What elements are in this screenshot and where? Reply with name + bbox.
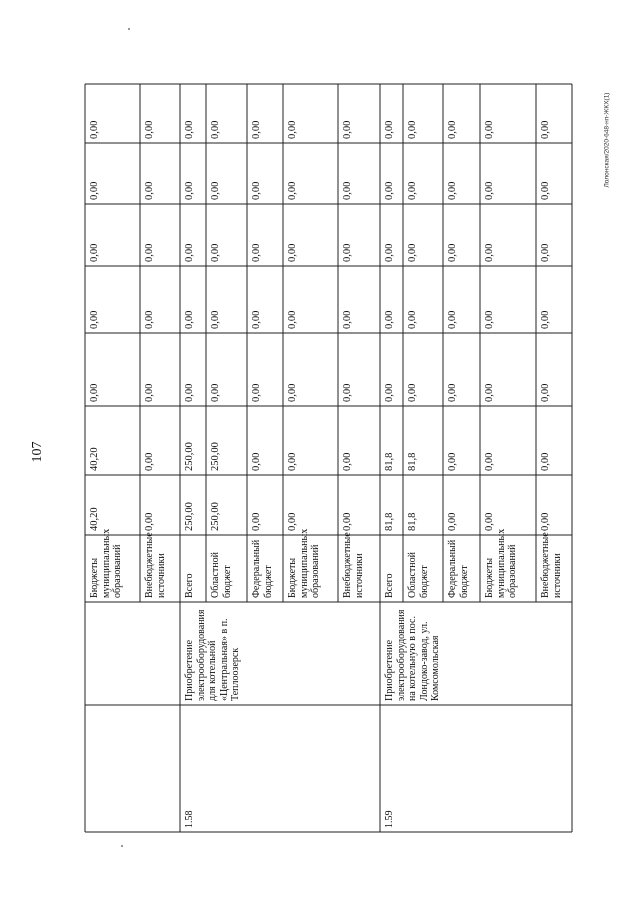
amount-cell-text: 0,00 [144, 452, 155, 471]
amount-cell [403, 84, 443, 143]
amount-cell-text: 0,00 [144, 120, 155, 139]
amount-cell-text: 81,8 [384, 452, 395, 471]
amount-cell-text: 0,00 [540, 310, 551, 329]
amount-cell-text: 0,00 [210, 383, 221, 402]
funding-source-cell [480, 528, 536, 602]
amount-cell-text: 0,00 [484, 512, 495, 531]
amount-cell [206, 475, 247, 535]
amount-cell-text: 0,00 [447, 383, 458, 402]
amount-cell-text: 0,00 [447, 512, 458, 531]
amount-cell [380, 84, 403, 143]
scan-speck [121, 845, 123, 847]
amount-cell [403, 475, 443, 535]
amount-cell-text: 0,00 [251, 452, 262, 471]
item-code-cell [380, 705, 572, 832]
item-name-cell [180, 602, 380, 705]
amount-cell-text: 0,00 [184, 181, 195, 200]
funding-source-cell-text: Областной бюджет [210, 551, 233, 598]
amount-cell [403, 333, 443, 406]
amount-cell-text: 0,00 [342, 243, 353, 262]
amount-cell-text: 0,00 [251, 181, 262, 200]
funding-source-cell-text: Внебюджетные источники [540, 532, 563, 598]
funding-source-cell-text: Бюджеты муниципальных образований [287, 528, 321, 598]
amount-cell-text: 0,00 [407, 243, 418, 262]
funding-source-cell [180, 535, 206, 602]
amount-cell [85, 266, 140, 333]
amount-cell-text: 0,00 [484, 310, 495, 329]
amount-cell [180, 266, 206, 333]
amount-cell-text: 0,00 [540, 452, 551, 471]
amount-cell [338, 266, 380, 333]
amount-cell-text: 0,00 [144, 383, 155, 402]
amount-cell-text: 0,00 [447, 310, 458, 329]
amount-cell-text: 0,00 [447, 452, 458, 471]
amount-cell-text: 0,00 [342, 452, 353, 471]
amount-cell [85, 84, 140, 143]
amount-cell [140, 84, 180, 143]
amount-cell-text: 0,00 [540, 383, 551, 402]
amount-cell-text: 0,00 [384, 243, 395, 262]
amount-cell [443, 143, 480, 204]
amount-cell [380, 333, 403, 406]
amount-cell-text: 0,00 [484, 383, 495, 402]
amount-cell-text: 0,00 [184, 310, 195, 329]
item-name-cell [380, 602, 572, 705]
amount-cell-text: 0,00 [384, 120, 395, 139]
amount-cell [338, 475, 380, 535]
funding-source-cell [403, 535, 443, 602]
amount-cell [85, 475, 140, 535]
amount-cell [403, 204, 443, 266]
amount-cell [443, 266, 480, 333]
amount-cell-text: 0,00 [251, 310, 262, 329]
amount-cell [180, 84, 206, 143]
amount-cell-text: 0,00 [184, 120, 195, 139]
amount-cell-text: 0,00 [407, 181, 418, 200]
amount-cell [206, 143, 247, 204]
amount-cell-text: 0,00 [407, 310, 418, 329]
amount-cell [338, 143, 380, 204]
amount-cell [443, 84, 480, 143]
funding-source-cell-text: Бюджеты муниципальных образований [89, 528, 123, 598]
amount-cell-text: 40,20 [89, 507, 100, 531]
amount-cell-text: 0,00 [287, 512, 298, 531]
amount-cell [338, 204, 380, 266]
funding-source-cell [443, 535, 480, 602]
amount-cell [480, 204, 536, 266]
amount-cell [536, 143, 572, 204]
amount-cell-text: 0,00 [540, 243, 551, 262]
amount-cell [480, 143, 536, 204]
amount-cell [247, 333, 283, 406]
funding-source-cell [140, 532, 180, 602]
amount-cell-text: 0,00 [342, 383, 353, 402]
funding-source-cell-text: Внебюджетные источники [144, 532, 167, 598]
amount-cell [140, 143, 180, 204]
amount-cell-text: 0,00 [251, 243, 262, 262]
amount-cell-text: 0,00 [342, 120, 353, 139]
amount-cell [140, 475, 180, 535]
amount-cell [247, 475, 283, 535]
amount-cell-text: 0,00 [447, 120, 458, 139]
amount-cell-text: 250,00 [184, 442, 195, 471]
item-code-cell [180, 705, 380, 832]
amount-cell-text: 0,00 [210, 243, 221, 262]
amount-cell [206, 84, 247, 143]
amount-cell-text: 0,00 [342, 310, 353, 329]
amount-cell-text: 0,00 [287, 310, 298, 329]
amount-cell [180, 143, 206, 204]
amount-cell [403, 406, 443, 475]
amount-cell [536, 266, 572, 333]
amount-cell-text: 0,00 [540, 512, 551, 531]
amount-cell [380, 406, 403, 475]
amount-cell-text: 0,00 [484, 243, 495, 262]
amount-cell [480, 266, 536, 333]
funding-source-cell-text: Всего [184, 573, 195, 598]
amount-cell [443, 475, 480, 535]
item-code-cell-text: 1.58 [184, 810, 195, 828]
funding-source-cell-text: Федеральный бюджет [447, 539, 470, 598]
amount-cell-text: 0,00 [144, 181, 155, 200]
amount-cell [283, 204, 338, 266]
amount-cell [206, 333, 247, 406]
amount-cell [480, 406, 536, 475]
amount-cell [403, 266, 443, 333]
funding-source-cell-text: Областной бюджет [407, 551, 430, 598]
amount-cell [140, 333, 180, 406]
amount-cell [480, 475, 536, 535]
amount-cell-text: 0,00 [210, 181, 221, 200]
item-code-cell-text: 1.59 [384, 810, 395, 828]
amount-cell [247, 204, 283, 266]
document-reference-note: Лолонская/2020-648-нп-ЖКХ(1) [603, 92, 611, 188]
amount-cell-text: 0,00 [144, 310, 155, 329]
amount-cell [380, 204, 403, 266]
amount-cell-text: 0,00 [447, 243, 458, 262]
amount-cell-text: 0,00 [384, 181, 395, 200]
funding-source-cell-text: Бюджеты муниципальных образований [484, 528, 518, 598]
amount-cell [380, 475, 403, 535]
amount-cell [443, 406, 480, 475]
amount-cell [247, 266, 283, 333]
amount-cell-text: 0,00 [287, 383, 298, 402]
page-number: 107 [30, 441, 45, 463]
amount-cell-text: 0,00 [210, 310, 221, 329]
amount-cell-text: 0,00 [184, 383, 195, 402]
amount-cell-text: 0,00 [540, 181, 551, 200]
scan-speck [128, 28, 130, 30]
amount-cell-text: 0,00 [342, 512, 353, 531]
amount-cell-text: 0,00 [144, 512, 155, 531]
funding-source-cell [536, 532, 572, 602]
funding-source-cell-text: Федеральный бюджет [251, 539, 274, 598]
amount-cell [206, 204, 247, 266]
amount-cell [443, 333, 480, 406]
amount-cell [180, 406, 206, 475]
amount-cell-text: 0,00 [89, 310, 100, 329]
amount-cell-text: 0,00 [447, 181, 458, 200]
amount-cell-text: 81,8 [407, 512, 418, 531]
amount-cell [247, 143, 283, 204]
amount-cell-text: 0,00 [287, 181, 298, 200]
item-name-cell-text: Приобретение электрооборудования на котельную в пос. Лондоко-завод, ул. Комсомольская [384, 609, 441, 701]
funding-source-cell [247, 535, 283, 602]
amount-cell-text: 0,00 [484, 120, 495, 139]
amount-cell-text: 81,8 [407, 452, 418, 471]
amount-cell-text: 0,00 [251, 512, 262, 531]
amount-cell-text: 250,00 [210, 502, 221, 531]
amount-cell [206, 406, 247, 475]
amount-cell [206, 266, 247, 333]
amount-cell [380, 266, 403, 333]
item-name-cell-text: Приобретение электрооборудования для котельной «Центральная» в п. Теплоозерск [184, 609, 241, 701]
amount-cell-text: 0,00 [144, 243, 155, 262]
amount-cell [536, 204, 572, 266]
amount-cell [140, 266, 180, 333]
amount-cell-text: 0,00 [540, 120, 551, 139]
amount-cell [85, 204, 140, 266]
amount-cell [283, 333, 338, 406]
funding-source-cell [85, 528, 140, 602]
amount-cell-text: 0,00 [287, 452, 298, 471]
amount-cell [338, 406, 380, 475]
amount-cell-text: 0,00 [342, 181, 353, 200]
funding-source-cell [283, 528, 338, 602]
amount-cell [283, 266, 338, 333]
amount-cell [536, 406, 572, 475]
amount-cell-text: 0,00 [407, 383, 418, 402]
amount-cell [140, 406, 180, 475]
amount-cell-text: 0,00 [89, 383, 100, 402]
amount-cell-text: 0,00 [287, 243, 298, 262]
amount-cell [338, 84, 380, 143]
funding-source-cell [338, 532, 380, 602]
amount-cell [180, 204, 206, 266]
amount-cell [536, 333, 572, 406]
amount-cell-text: 0,00 [484, 452, 495, 471]
amount-cell-text: 0,00 [251, 120, 262, 139]
funding-source-cell [206, 535, 247, 602]
amount-cell [180, 333, 206, 406]
amount-cell [85, 333, 140, 406]
amount-cell [403, 143, 443, 204]
amount-cell-text: 0,00 [484, 181, 495, 200]
amount-cell [338, 333, 380, 406]
amount-cell [283, 143, 338, 204]
amount-cell [140, 204, 180, 266]
amount-cell [283, 406, 338, 475]
amount-cell-text: 0,00 [184, 243, 195, 262]
amount-cell [380, 143, 403, 204]
amount-cell [283, 84, 338, 143]
amount-cell-text: 0,00 [89, 181, 100, 200]
amount-cell [283, 475, 338, 535]
amount-cell-text: 40,20 [89, 447, 100, 471]
funding-source-cell-text: Внебюджетные источники [342, 532, 365, 598]
amount-cell [536, 475, 572, 535]
amount-cell [85, 143, 140, 204]
amount-cell-text: 250,00 [184, 502, 195, 531]
funding-source-cell-text: Всего [384, 573, 395, 598]
amount-cell [247, 406, 283, 475]
amount-cell [480, 333, 536, 406]
amount-cell-text: 81,8 [384, 512, 395, 531]
amount-cell-text: 0,00 [251, 383, 262, 402]
amount-cell-text: 0,00 [407, 120, 418, 139]
amount-cell-text: 0,00 [210, 120, 221, 139]
amount-cell-text: 0,00 [89, 120, 100, 139]
amount-cell [85, 406, 140, 475]
amount-cell [443, 204, 480, 266]
amount-cell-text: 0,00 [89, 243, 100, 262]
amount-cell [480, 84, 536, 143]
amount-cell [180, 475, 206, 535]
amount-cell-text: 0,00 [287, 120, 298, 139]
amount-cell [247, 84, 283, 143]
amount-cell-text: 0,00 [384, 310, 395, 329]
amount-cell-text: 0,00 [384, 383, 395, 402]
funding-source-cell [380, 535, 403, 602]
amount-cell [536, 84, 572, 143]
amount-cell-text: 250,00 [210, 442, 221, 471]
